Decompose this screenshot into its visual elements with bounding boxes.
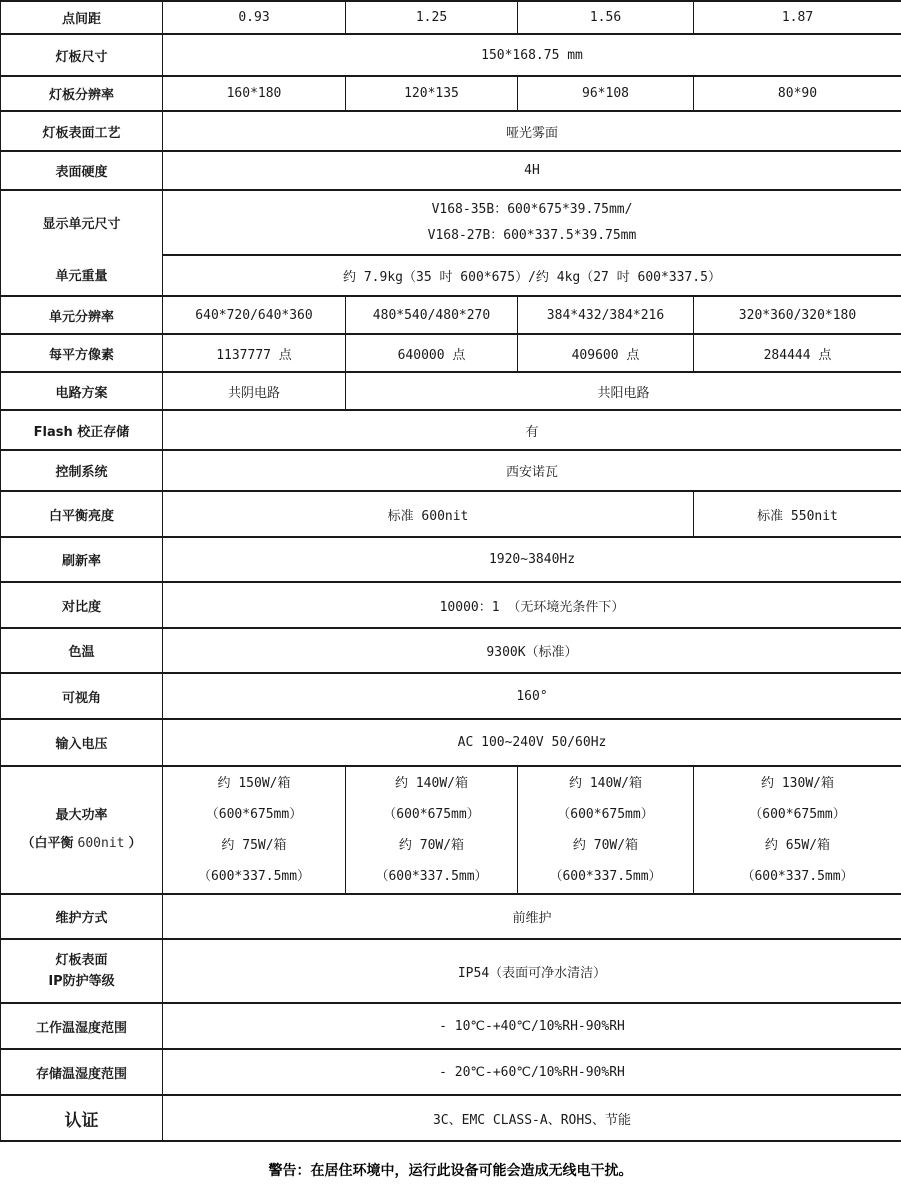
max-power-col4-line1: 约 130W/箱 <box>761 776 834 791</box>
control-system-label: 控制系统 <box>1 450 163 491</box>
module-size-label: 灯板尺寸 <box>1 34 163 76</box>
max-power-col2-line2: （600*675mm） <box>383 807 480 822</box>
unit-size-label: 显示单元尺寸 <box>42 217 121 232</box>
table-row-surface-hardness <box>1 151 901 190</box>
table-row-contrast <box>1 582 901 628</box>
table-row-certification <box>1 1095 901 1141</box>
table-row-max-power <box>1 766 901 894</box>
surface-process-label: 灯板表面工艺 <box>1 111 163 151</box>
max-power-col2-line3: 约 70W/箱 <box>398 838 465 853</box>
surface-process-value: 哑光雾面 <box>163 111 901 151</box>
unit-size-value-line1: V168-35B：600*675*39.75mm/ <box>431 201 633 217</box>
max-power-label-nit: 600nit <box>77 836 125 851</box>
maintenance-value: 前维护 <box>163 894 901 939</box>
view-angle-label: 可视角 <box>1 673 163 719</box>
table-row-unit-resolution <box>1 296 901 334</box>
pixel-pitch-label: 点间距 <box>1 1 163 34</box>
input-voltage-value: AC 100~240V 50/60Hz <box>163 719 901 766</box>
unit-size-weight-label-cell <box>1 190 163 296</box>
max-power-col4-line4: （600*337.5mm） <box>741 869 854 884</box>
refresh-rate-value: 1920~3840Hz <box>163 537 901 582</box>
circuit-value-rest: 共阳电路 <box>346 372 901 410</box>
max-power-col4-line3: 约 65W/箱 <box>764 838 831 853</box>
table-row-maintenance <box>1 894 901 939</box>
max-power-col2 <box>346 766 518 894</box>
certification-value: 3C、EMC CLASS-A、ROHS、节能 <box>163 1095 901 1141</box>
unit-resolution-value-2: 480*540/480*270 <box>346 296 518 334</box>
table-row-input-voltage <box>1 719 901 766</box>
circuit-label: 电路方案 <box>1 372 163 410</box>
max-power-col3 <box>518 766 694 894</box>
table-row-ip-rating <box>1 939 901 1003</box>
pixels-per-sqm-label: 每平方像素 <box>1 334 163 372</box>
contrast-value: 10000：1 （无环境光条件下） <box>163 582 901 628</box>
pixel-pitch-value-2: 1.25 <box>346 1 518 34</box>
table-row-pixels-per-sqm <box>1 334 901 372</box>
pixels-per-sqm-value-1: 1137777 点 <box>163 334 346 372</box>
max-power-col3-line2: （600*675mm） <box>557 807 654 822</box>
table-row-refresh-rate <box>1 537 901 582</box>
unit-resolution-value-1: 640*720/640*360 <box>163 296 346 334</box>
max-power-col2-line1: 约 140W/箱 <box>395 776 468 791</box>
color-temp-label: 色温 <box>1 628 163 673</box>
white-balance-value-last: 标准 550nit <box>694 491 901 537</box>
max-power-col3-line4: （600*337.5mm） <box>549 869 662 884</box>
table-row-unit-size <box>1 190 901 255</box>
radio-interference-warning: 警告：在居住环境中，运行此设备可能会造成无线电干扰。 <box>268 1163 633 1179</box>
max-power-label-cell <box>1 766 163 894</box>
max-power-label-line1: 最大功率 <box>55 808 108 823</box>
white-balance-value-main: 标准 600nit <box>163 491 694 537</box>
max-power-col4 <box>694 766 901 894</box>
module-resolution-value-4: 80*90 <box>694 76 901 111</box>
working-temp-label: 工作温湿度范围 <box>1 1003 163 1049</box>
certification-label: 认证 <box>1 1095 163 1141</box>
pixels-per-sqm-value-3: 409600 点 <box>518 334 694 372</box>
unit-resolution-value-4: 320*360/320*180 <box>694 296 901 334</box>
max-power-col2-line4: （600*337.5mm） <box>375 869 488 884</box>
flash-value: 有 <box>163 410 901 450</box>
ip-rating-label-line1: 灯板表面 <box>55 953 108 968</box>
pixel-pitch-value-1: 0.93 <box>163 1 346 34</box>
max-power-label-line2 <box>5 830 158 858</box>
max-power-col3-line3: 约 70W/箱 <box>572 838 639 853</box>
table-row-module-resolution <box>1 76 901 111</box>
unit-weight-value: 约 7.9kg（35 吋 600*675）/约 4kg（27 吋 600*337.5） <box>163 255 901 296</box>
contrast-label: 对比度 <box>1 582 163 628</box>
surface-hardness-label: 表面硬度 <box>1 151 163 190</box>
max-power-label-close: ） <box>128 836 142 851</box>
pixel-pitch-value-3: 1.56 <box>518 1 694 34</box>
max-power-col1-line1: 约 150W/箱 <box>217 776 291 791</box>
view-angle-value: 160° <box>163 673 901 719</box>
module-resolution-value-1: 160*180 <box>163 76 346 111</box>
surface-hardness-value: 4H <box>163 151 901 190</box>
table-row-color-temp <box>1 628 901 673</box>
max-power-col1-line2: （600*675mm） <box>205 807 303 822</box>
ip-rating-value: IP54（表面可净水清洁） <box>163 939 901 1003</box>
control-system-value: 西安诺瓦 <box>163 450 901 491</box>
storage-temp-value: - 20℃-+60℃/10%RH-90%RH <box>163 1049 901 1095</box>
pixels-per-sqm-value-4: 284444 点 <box>694 334 901 372</box>
table-row-surface-process <box>1 111 901 151</box>
pixels-per-sqm-value-2: 640000 点 <box>346 334 518 372</box>
max-power-col4-line2: （600*675mm） <box>749 807 846 822</box>
circuit-value-1: 共阴电路 <box>163 372 346 410</box>
module-resolution-value-3: 96*108 <box>518 76 694 111</box>
pixel-pitch-value-4: 1.87 <box>694 1 901 34</box>
ip-rating-label-line2: IP防护等级 <box>48 974 115 989</box>
max-power-label-open: （白平衡 <box>21 836 74 851</box>
module-size-value: 150*168.75 mm <box>163 34 901 76</box>
color-temp-value: 9300K（标准） <box>163 628 901 673</box>
module-resolution-value-2: 120*135 <box>346 76 518 111</box>
ip-rating-label <box>1 939 163 1003</box>
table-row-storage-temp <box>1 1049 901 1095</box>
flash-label: Flash 校正存储 <box>1 410 163 450</box>
module-resolution-label: 灯板分辨率 <box>1 76 163 111</box>
refresh-rate-label: 刷新率 <box>1 537 163 582</box>
max-power-col1-line4: （600*337.5mm） <box>197 869 311 884</box>
table-row-pixel-pitch <box>1 1 901 34</box>
unit-resolution-value-3: 384*432/384*216 <box>518 296 694 334</box>
unit-size-value-line2: V168-27B：600*337.5*39.75mm <box>427 227 637 243</box>
max-power-col1 <box>163 766 346 894</box>
table-row-view-angle <box>1 673 901 719</box>
input-voltage-label: 输入电压 <box>1 719 163 766</box>
table-row-control-system <box>1 450 901 491</box>
table-row-circuit <box>1 372 901 410</box>
table-row-white-balance <box>1 491 901 537</box>
table-row-module-size <box>1 34 901 76</box>
unit-resolution-label: 单元分辨率 <box>1 296 163 334</box>
max-power-col1-line3: 约 75W/箱 <box>221 838 287 853</box>
maintenance-label: 维护方式 <box>1 894 163 939</box>
working-temp-value: - 10℃-+40℃/10%RH-90%RH <box>163 1003 901 1049</box>
storage-temp-label: 存储温湿度范围 <box>1 1049 163 1095</box>
table-row-working-temp <box>1 1003 901 1049</box>
max-power-col3-line1: 约 140W/箱 <box>569 776 642 791</box>
unit-size-value <box>163 190 901 255</box>
unit-weight-label: 单元重量 <box>55 269 108 284</box>
white-balance-label: 白平衡亮度 <box>1 491 163 537</box>
table-row-flash <box>1 410 901 450</box>
